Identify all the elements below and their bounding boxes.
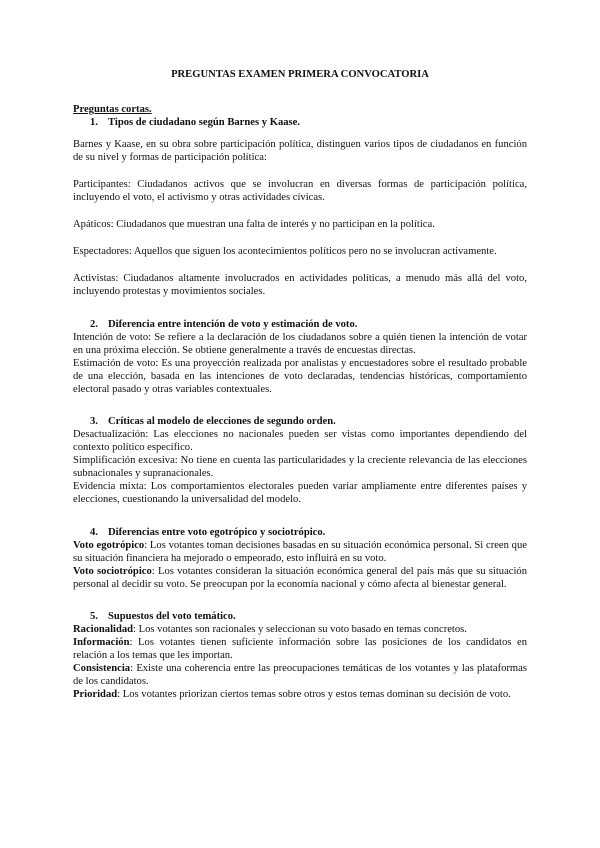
section-1-apaticos: Apáticos: Ciudadanos que muestran una falta de interés y no participan en la política. xyxy=(73,219,435,230)
section-1-heading: 1. Tipos de ciudadano según Barnes y Kaase. xyxy=(90,117,301,128)
section-5-informacion: Información: Los votantes tienen suficiente información sobre las posiciones de los candidatos en relación a los temas que les importan. xyxy=(73,637,527,661)
section-5-prioridad: Prioridad: Los votantes priorizan ciertos temas sobre otros y estos temas dominan su decisión de voto. xyxy=(73,689,511,700)
document-page xyxy=(73,62,527,701)
section-3-heading: 3. Críticas al modelo de elecciones de segundo orden. xyxy=(90,416,336,427)
section-5-heading: 5. Supuestos del voto temático. xyxy=(90,611,236,622)
section-1-espectadores: Espectadores: Aquellos que siguen los acontecimientos políticos pero no se involucran activamente. xyxy=(73,246,497,257)
section-1-intro: Barnes y Kaase, en su obra sobre participación política, distinguen varios tipos de ciudadanos en función de su nivel y formas de participación política: xyxy=(73,139,527,163)
section-1-participantes: Participantes: Ciudadanos activos que se involucran en diversas formas de participación política, incluyendo el voto, el activismo y otras actividades cívicas. xyxy=(73,179,527,203)
section-4-heading: 4. Diferencias entre voto egotrópico y sociotrópico. xyxy=(90,527,326,538)
section-3-evidencia: Evidencia mixta: Los comportamientos electorales pueden variar ampliamente entre diferentes países y elecciones, cuestionando la universalidad del modelo. xyxy=(73,481,527,505)
document-title: PREGUNTAS EXAMEN PRIMERA CONVOCATORIA xyxy=(171,69,429,80)
section-2-estimacion: Estimación de voto: Es una proyección realizada por analistas y encuestadores sobre el resultado probable de una elección, basada en las intenciones de voto declaradas, tendencias históricas, comportamiento electoral pasado y otras variables contextuales. xyxy=(73,358,527,395)
section-1-activistas: Activistas: Ciudadanos altamente involucrados en actividades políticas, a menudo más allá del voto, incluyendo protestas y movimientos sociales. xyxy=(73,273,527,297)
section-2-intencion: Intención de voto: Se refiere a la declaración de los ciudadanos sobre a quién tienen la intención de votar en una próxima elección. Se obtiene generalmente a través de encuestas directas. xyxy=(73,332,527,356)
section-5-consistencia: Consistencia: Existe una coherencia entre las preocupaciones temáticas de los votantes y las plataformas de los candidatos. xyxy=(73,663,527,687)
section-3-simplificacion: Simplificación excesiva: No tiene en cuenta las particularidades y la creciente relevancia de las elecciones subnacionales y supranacionales. xyxy=(73,455,527,479)
section-5-racionalidad: Racionalidad: Los votantes son racionales y seleccionan su voto basado en temas concretos. xyxy=(73,624,467,635)
section-2-heading: 2. Diferencia entre intención de voto y estimación de voto. xyxy=(90,319,358,330)
section-4-sociotropico: Voto sociotrópico: Los votantes consideran la situación económica general del país más que su situación personal al decidir su voto. Se preocupan por la economía nacional y cómo afecta al bienestar general. xyxy=(73,566,528,590)
subheading: Preguntas cortas. xyxy=(73,104,152,115)
section-3-desactualizacion: Desactualización: Las elecciones no nacionales pueden ser vistas como importantes dependiendo del contexto político específico. xyxy=(73,429,527,453)
section-4-egotropico: Voto egotrópico: Los votantes toman decisiones basadas en su situación económica personal. Si creen que su situación financiera ha mejorado o empeorado, esto influirá en su voto. xyxy=(73,540,527,564)
